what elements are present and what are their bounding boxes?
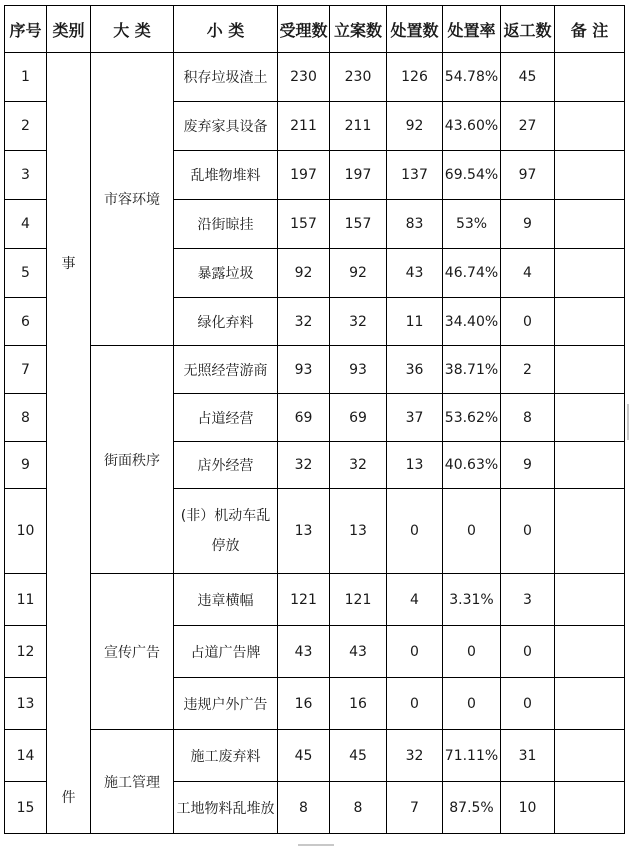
cell-rate: 87.5% <box>443 782 501 834</box>
cell-no: 15 <box>5 782 47 834</box>
cell-remarks <box>555 394 625 442</box>
cell-no: 11 <box>5 574 47 626</box>
cell-accepted: 32 <box>278 298 330 346</box>
cell-rework: 0 <box>501 678 555 730</box>
cell-remarks <box>555 151 625 200</box>
cell-rework: 3 <box>501 574 555 626</box>
cell-rework: 2 <box>501 346 555 394</box>
cell-filed: 32 <box>330 298 387 346</box>
cell-accepted: 16 <box>278 678 330 730</box>
cell-rework: 4 <box>501 249 555 298</box>
cell-accepted: 69 <box>278 394 330 442</box>
cell-rate: 53.62% <box>443 394 501 442</box>
cell-rate: 40.63% <box>443 442 501 489</box>
cell-handled: 83 <box>387 200 443 249</box>
cell-handled: 37 <box>387 394 443 442</box>
cell-filed: 157 <box>330 200 387 249</box>
header-remarks: 备 注 <box>555 6 625 53</box>
cell-filed: 197 <box>330 151 387 200</box>
cell-handled: 36 <box>387 346 443 394</box>
table-row <box>5 574 625 626</box>
cell-rate: 71.11% <box>443 730 501 782</box>
group-cell: 施工管理 <box>91 730 174 834</box>
cell-minor-class: 工地物料乱堆放 <box>174 782 278 834</box>
cell-minor-class: 占道经营 <box>174 394 278 442</box>
cell-accepted: 157 <box>278 200 330 249</box>
cell-filed: 45 <box>330 730 387 782</box>
header-rework: 返工数 <box>501 6 555 53</box>
cell-handled: 11 <box>387 298 443 346</box>
cell-handled: 126 <box>387 53 443 102</box>
cell-handled: 0 <box>387 489 443 574</box>
cell-minor-class: 违规户外广告 <box>174 678 278 730</box>
cell-rework: 0 <box>501 298 555 346</box>
category-top: 事 <box>61 256 76 272</box>
header-major-class: 大 类 <box>91 6 174 53</box>
cell-remarks <box>555 249 625 298</box>
cell-remarks <box>555 298 625 346</box>
cell-accepted: 230 <box>278 53 330 102</box>
cell-rate: 3.31% <box>443 574 501 626</box>
header-handled: 处置数 <box>387 6 443 53</box>
cell-rework: 9 <box>501 442 555 489</box>
cell-handled: 7 <box>387 782 443 834</box>
cell-handled: 32 <box>387 730 443 782</box>
cell-no: 4 <box>5 200 47 249</box>
cell-minor-class: 占道广告牌 <box>174 626 278 678</box>
cell-filed: 211 <box>330 102 387 151</box>
category-bottom: 件 <box>61 790 76 806</box>
header-accepted: 受理数 <box>278 6 330 53</box>
group-cell: 街面秩序 <box>91 346 174 574</box>
cell-minor-class: 施工废弃料 <box>174 730 278 782</box>
cell-filed: 92 <box>330 249 387 298</box>
cell-remarks <box>555 442 625 489</box>
cell-no: 1 <box>5 53 47 102</box>
header-rate: 处置率 <box>443 6 501 53</box>
cell-handled: 137 <box>387 151 443 200</box>
cell-minor-class: (非）机动车乱停放 <box>174 489 278 574</box>
cell-remarks <box>555 782 625 834</box>
statistics-table <box>4 5 625 834</box>
cell-rate: 0 <box>443 678 501 730</box>
group-cell: 宣传广告 <box>91 574 174 730</box>
cell-minor-class: 乱堆物堆料 <box>174 151 278 200</box>
cell-filed: 8 <box>330 782 387 834</box>
cell-rate: 69.54% <box>443 151 501 200</box>
cell-rework: 8 <box>501 394 555 442</box>
cell-accepted: 45 <box>278 730 330 782</box>
cell-handled: 13 <box>387 442 443 489</box>
cell-no: 8 <box>5 394 47 442</box>
cell-rework: 9 <box>501 200 555 249</box>
cell-rework: 27 <box>501 102 555 151</box>
cell-remarks <box>555 730 625 782</box>
cell-no: 9 <box>5 442 47 489</box>
cell-rate: 46.74% <box>443 249 501 298</box>
cell-rework: 97 <box>501 151 555 200</box>
cell-accepted: 8 <box>278 782 330 834</box>
cell-filed: 32 <box>330 442 387 489</box>
cell-no: 7 <box>5 346 47 394</box>
cell-minor-class: 绿化弃料 <box>174 298 278 346</box>
cell-remarks <box>555 200 625 249</box>
cell-rate: 0 <box>443 626 501 678</box>
header-row <box>5 6 625 53</box>
cell-minor-class: 沿街晾挂 <box>174 200 278 249</box>
table-row <box>5 53 625 102</box>
cell-filed: 16 <box>330 678 387 730</box>
header-filed: 立案数 <box>330 6 387 53</box>
category-cell <box>47 53 91 834</box>
cell-handled: 43 <box>387 249 443 298</box>
table-row <box>5 730 625 782</box>
cell-filed: 43 <box>330 626 387 678</box>
cell-rate: 43.60% <box>443 102 501 151</box>
cell-filed: 13 <box>330 489 387 574</box>
cell-remarks <box>555 626 625 678</box>
cell-no: 10 <box>5 489 47 574</box>
cell-remarks <box>555 346 625 394</box>
cell-rate: 38.71% <box>443 346 501 394</box>
cell-rate: 54.78% <box>443 53 501 102</box>
cell-rework: 45 <box>501 53 555 102</box>
cell-no: 6 <box>5 298 47 346</box>
cell-accepted: 93 <box>278 346 330 394</box>
cell-filed: 230 <box>330 53 387 102</box>
cell-remarks <box>555 489 625 574</box>
cell-rate: 0 <box>443 489 501 574</box>
cell-remarks <box>555 53 625 102</box>
cell-no: 13 <box>5 678 47 730</box>
cell-rate: 53% <box>443 200 501 249</box>
cell-accepted: 121 <box>278 574 330 626</box>
cell-minor-class: 积存垃圾渣土 <box>174 53 278 102</box>
cell-filed: 93 <box>330 346 387 394</box>
table-row <box>5 346 625 394</box>
cell-accepted: 92 <box>278 249 330 298</box>
cell-handled: 0 <box>387 626 443 678</box>
cell-handled: 0 <box>387 678 443 730</box>
cell-accepted: 211 <box>278 102 330 151</box>
cell-no: 5 <box>5 249 47 298</box>
cell-rework: 31 <box>501 730 555 782</box>
cell-remarks <box>555 574 625 626</box>
cell-minor-class: 暴露垃圾 <box>174 249 278 298</box>
cell-accepted: 43 <box>278 626 330 678</box>
cell-accepted: 197 <box>278 151 330 200</box>
cell-minor-class: 违章横幅 <box>174 574 278 626</box>
cell-minor-class: 无照经营游商 <box>174 346 278 394</box>
cell-rework: 10 <box>501 782 555 834</box>
cell-minor-class: 废弃家具设备 <box>174 102 278 151</box>
cell-filed: 121 <box>330 574 387 626</box>
header-category: 类别 <box>47 6 91 53</box>
cell-accepted: 13 <box>278 489 330 574</box>
cell-accepted: 32 <box>278 442 330 489</box>
header-no: 序号 <box>5 6 47 53</box>
cell-rate: 34.40% <box>443 298 501 346</box>
header-minor-class: 小 类 <box>174 6 278 53</box>
cell-filed: 69 <box>330 394 387 442</box>
cell-no: 3 <box>5 151 47 200</box>
cell-no: 14 <box>5 730 47 782</box>
cell-minor-class: 店外经营 <box>174 442 278 489</box>
cell-no: 12 <box>5 626 47 678</box>
cell-rework: 0 <box>501 626 555 678</box>
cell-handled: 92 <box>387 102 443 151</box>
cell-remarks <box>555 102 625 151</box>
cell-handled: 4 <box>387 574 443 626</box>
cell-no: 2 <box>5 102 47 151</box>
group-cell: 市容环境 <box>91 53 174 346</box>
cell-remarks <box>555 678 625 730</box>
cell-rework: 0 <box>501 489 555 574</box>
